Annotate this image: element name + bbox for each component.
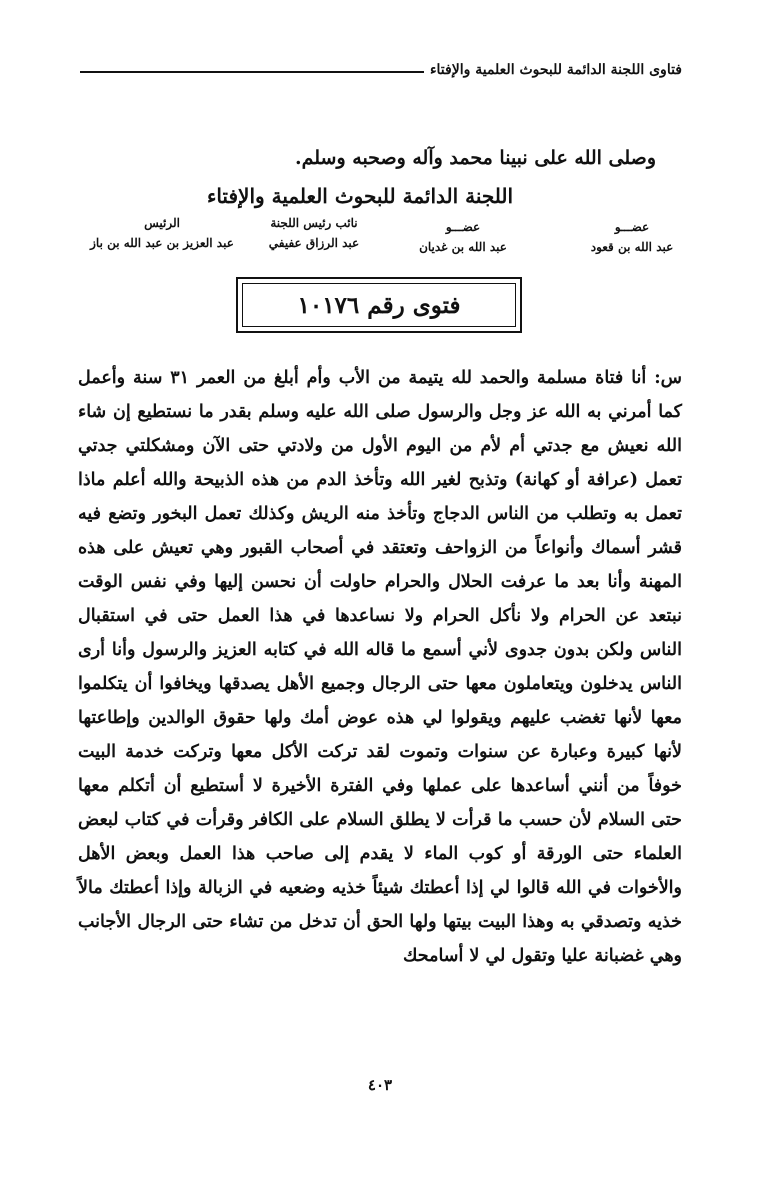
header-rule — [80, 71, 424, 73]
closing-salutation: وصلى الله على نبينا محمد وآله وصحبه وسلم. — [295, 147, 656, 169]
signatories-block — [80, 216, 680, 260]
signatory-3-name: عبد الرزاق عفيفي — [268, 236, 360, 250]
question-text — [78, 361, 682, 973]
question-prefix: س: — [654, 368, 683, 388]
signatory-1-role: عضـــو — [614, 220, 650, 234]
signatory-3-role: نائب رئيس اللجنة — [270, 216, 358, 230]
signatory-4 — [80, 216, 244, 250]
signatory-1 — [584, 216, 680, 254]
signatory-1-name: عبد الله بن قعود — [590, 240, 674, 254]
signatory-3 — [254, 216, 374, 250]
fatwa-number-title: فتوى رقم ١٠١٧٦ — [242, 283, 516, 327]
signatory-4-role: الرئيس — [144, 216, 180, 230]
running-header — [80, 62, 682, 78]
signatory-2-role: عضـــو — [445, 220, 481, 234]
running-title: فتاوى اللجنة الدائمة للبحوث العلمية والإفتاء — [429, 62, 682, 78]
signatory-2-name: عبد الله بن غديان — [419, 240, 507, 254]
signatory-2 — [398, 216, 528, 254]
question-body: أنا فتاة مسلمة والحمد لله يتيمة من الأب وأم أبلغ من العمر ٣١ سنة وأعمل كما أمرني به الله عز وجل والرسول صلى الله عليه وسلم بقدر ما نستطيع إن شاء الله نعيش مع جدتي أم لأم من اليوم الأول من ولادتي حتى الآن ومشكلتي جدتي تعمل (عرافة أو كهانة) وتذبح لغير الله وتأخذ الدم من هذه الذبيحة والله أعلم ماذا تعمل به وتطلب من الناس الدجاج وتأخذ منه الريش وكذلك تعمل البخور وتضع فيه قشر أسماك وأنواعاً من الزواحف وتعتقد في أصحاب القبور وهي تعيش على هذه المهنة وأنا بعد ما عرفت الحلال والحرام حاولت أن نحسن إليها وفي نفس الوقت نبتعد عن الحرام ولا نأكل الحرام ولا نساعدها في هذا العمل حتى في استقبال الناس ولكن بدون جدوى لأني أسمع ما قاله الله في كتابه العزيز والرسول وأنا أرى الناس يدخلون ويتعاملون معها حتى الرجال وجميع الأهل يصدقها ويخافوا أن يتكلموا معها لأنها تغضب عليهم ويقولوا لي هذه عوض أمك ولها حقوق الوالدين وإطاعتها لأنها كبيرة وعبارة عن سنوات وتموت لقد تركت الأكل معها وتركت خدمة البيت خوفاً من أنني أساعدها على عملها وفي الفترة الأخيرة لا أستطيع أن أتكلم معها حتى السلام لأن حسب ما قرأت لا يطلق السلام على الكافر وقرأت في كتاب لبعض العلماء حتى الورقة أو كوب الماء لا يقدم إلى صاحب هذا العمل وبعض الأهل والأخوات في الله قالوا لي إذا أعطتك شيئاً خذيه وضعيه في الزبالة وإذا أعطتك مالاً خذيه وتصدقي به وهذا البيت بيتها ولها الحق أن تدخل من تشاء حتى الرجال الأجانب وهي غضبانة عليا وتقول لي لا أسامحك — [78, 368, 682, 966]
committee-name: اللجنة الدائمة للبحوث العلمية والإفتاء — [206, 184, 514, 208]
signatory-4-name: عبد العزيز بن عبد الله بن باز — [90, 236, 234, 250]
fatwa-number-box — [236, 277, 522, 333]
page-number: ٤٠٣ — [367, 1076, 393, 1094]
